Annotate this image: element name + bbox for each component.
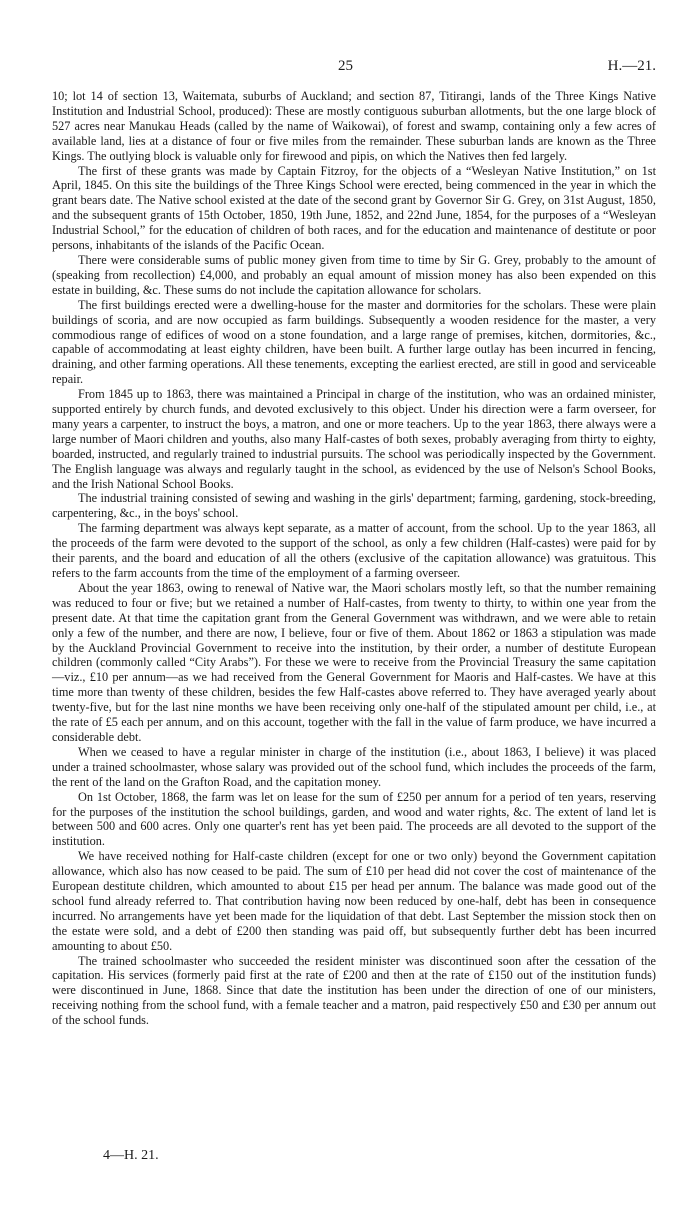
page-number: 25	[338, 58, 353, 74]
paragraph-7: The farming department was always kept separate, as a matter of account, from the school. Up to the year 1863, all the proceeds of the farm were devoted to the support of the school, as only a few children (Half-castes) were paid for by their parents, and the board and education of all the others (exclusive of the capitation allowance) was gratuitous. This refers to the farm accounts from the time of the employment of a farming overseer.	[52, 521, 656, 580]
paragraph-5: From 1845 up to 1863, there was maintained a Principal in charge of the institution, who was an ordained minister, supported entirely by church funds, and devoted exclusively to this object. Under his direction were a farm overseer, for many years a carpenter, to instruct the boys, a matron, and one or more teachers. Up to the year 1863, there always were a large number of Maori children and youths, also many Half-castes of both sexes, probably averaging from thirty to eighty, boarded, instructed, and regularly trained to industrial pursuits. The school was periodically inspected by the Government. The English language was always and regularly taught in the school, as evidenced by the use of Nelson's School Books, and the Irish National School Books.	[52, 387, 656, 491]
paragraph-12: The trained schoolmaster who succeeded the resident minister was discontinued soon after the cessation of the capitation. His services (formerly paid first at the rate of £200 and then at the rate of £150 out of the institution funds) were discontinued in June, 1868. Since that date the institution has been under the direction of one of our ministers, receiving nothing from the school fund, with a female teacher and a matron, paid respectively £50 and £30 per annum out of the school funds.	[52, 953, 656, 1028]
paragraph-11: We have received nothing for Half-caste children (except for one or two only) beyond the Government capitation allowance, which also has now ceased to be paid. The sum of £10 per head did not cover the cost of maintenance of the European destitute children, which amounted to about £15 per head per annum. The balance was made good out of the school fund already referred to. That contribution having now been reduced by one-half, debt has been in consequence incurred. No arrangements have yet been made for the liquidation of that debt. Last September the mission stock then on the estate were sold, and a debt of £200 then standing was paid off, but subsequently further debt has been incurred amounting to about £50.	[52, 849, 656, 953]
paragraph-8: About the year 1863, owing to renewal of Native war, the Maori scholars mostly left, so that the number remaining was reduced to four or five; but we retained a number of Half-castes, from twenty to thirty, to within one year from the present date. At that time the capitation grant from the General Government was withdrawn, and we were able to retain only a few of the number, and there are now, I believe, four or five of them. About 1862 or 1863 a stipulation was made by the Auckland Provincial Government to receive into the institution, by their order, a number of destitute European children (commonly called “City Arabs”). For these we were to receive from the Provincial Treasury the same capitation—viz., £10 per annum—as we had received from the General Government for Maoris and Half-castes. We have at this time more than twenty of these children, besides the few Half-castes above referred to. They have averaged yearly about twenty-five, but for the last nine months we have been receiving only one-half of the stipulated amount per child, i.e., at the rate of £5 each per annum, and on this account, together with the fall in the value of farm produce, we have incurred a considerable debt.	[52, 580, 656, 744]
body-text	[52, 89, 656, 1028]
paragraph-1: 10; lot 14 of section 13, Waitemata, suburbs of Auckland; and section 87, Titirangi, lands of the Three Kings Native Institution and Industrial School, produced): These are mostly contiguous suburban allotments, but the one large block of 527 acres near Manukau Heads (called by the name of Waikowai), of forest and swamp, containing only a few acres of available land, lies at a distance of four or five miles from the remainder. These suburban lands are known as the Three Kings. The outlying block is valuable only for firewood and pipis, on which the Natives then fed largely.	[52, 89, 656, 163]
paragraph-10: On 1st October, 1868, the farm was let on lease for the sum of £250 per annum for a period of ten years, reserving for the purposes of the institution the school buildings, garden, and wood and water rights, &c. The extent of land let is between 500 and 600 acres. Only one quarter's rent has yet been paid. The proceeds are all devoted to the support of the institution.	[52, 789, 656, 849]
document-id: H.—21.	[607, 58, 656, 74]
paragraph-3: There were considerable sums of public money given from time to time by Sir G. Grey, probably to the amount of (speaking from recollection) £4,000, and probably an equal amount of mission money has also been expended on this estate in building, &c. These sums do not include the capitation allowance for scholars.	[52, 252, 656, 297]
paragraph-2: The first of these grants was made by Captain Fitzroy, for the objects of a “Wesleyan Native Institution,” on 1st April, 1845. On this site the buildings of the Three Kings School were erected, being commenced in the year in which the grant bears date. The Native school existed at the date of the second grant by Governor Sir G. Grey, on 31st August, 1850, and the subsequent grants of 15th October, 1850, 19th June, 1852, and 22nd June, 1854, for the purposes of a “Wesleyan Industrial School,” for the education of children of both races, and for the education and maintenance of destitute or poor persons, inhabitants of the islands of the Pacific Ocean.	[52, 163, 656, 253]
paragraph-6: The industrial training consisted of sewing and washing in the girls' department; farming, gardening, stock-breeding, carpentering, &c., in the boys' school.	[52, 491, 656, 521]
signature-mark: 4—H. 21.	[103, 1148, 159, 1163]
paragraph-9: When we ceased to have a regular minister in charge of the institution (i.e., about 1863, I believe) it was placed under a trained schoolmaster, whose salary was provided out of the school fund, which includes the proceeds of the farm, the rent of the land on the Grafton Road, and the capitation money.	[52, 744, 656, 789]
paragraph-4: The first buildings erected were a dwelling-house for the master and dormitories for the scholars. These were plain buildings of scoria, and are now occupied as farm buildings. Subsequently a wooden residence for the master, a very commodious range of edifices of wood on a stone foundation, and a large range of premises, kitchen, dormitories, &c., capable of accommodating at least eighty children, have been built. A further large outlay has been incurred in fencing, draining, and other farming operations. All these tenements, excepting the earliest erected, are still in good and serviceable repair.	[52, 297, 656, 387]
